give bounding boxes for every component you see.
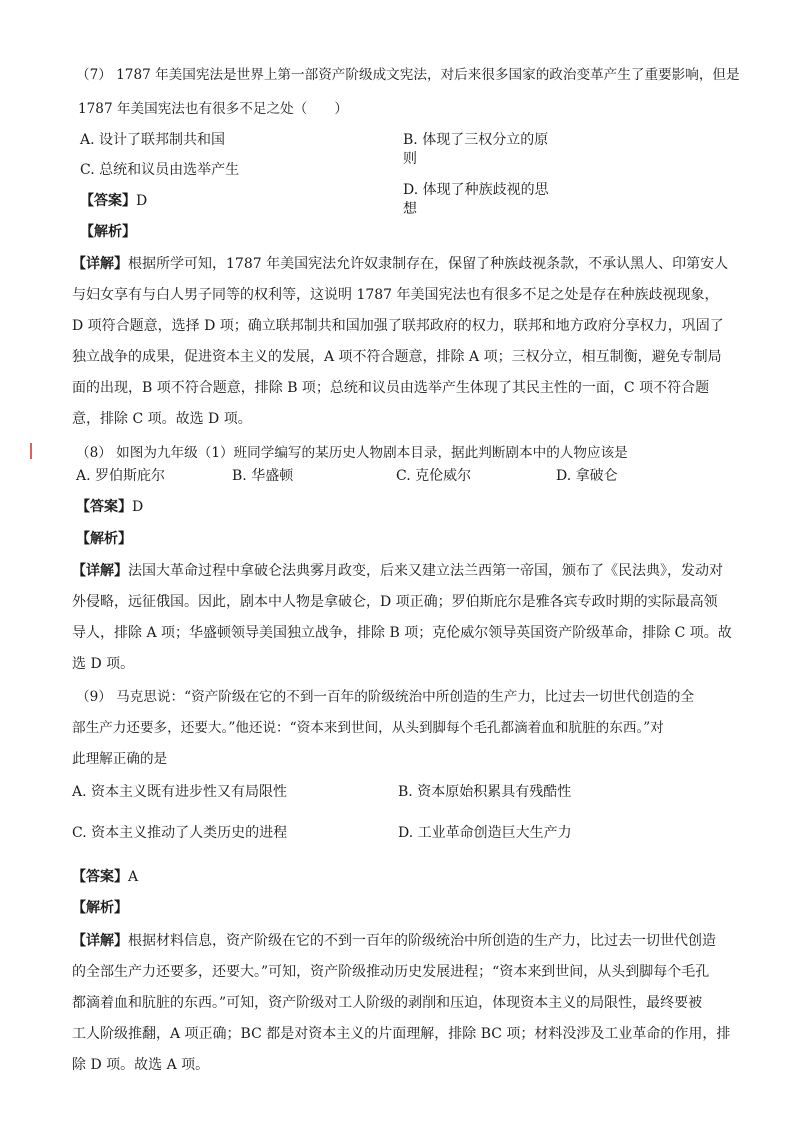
q7-option-c: C. 总统和议员由选举产生 (80, 162, 240, 178)
margin-marker (30, 443, 32, 459)
q7-detail-line6: 意，排除 C 项。故选 D 项。 (72, 411, 252, 427)
q7-stem-line2: 1787 年美国宪法也有很多不足之处（ ） (78, 101, 349, 117)
detail-label: 【详解】 (72, 563, 128, 579)
q7-option-d-line1: D. 体现了种族歧视的思 (403, 182, 549, 198)
q9-option-b: B. 资本原始积累具有残酷性 (398, 784, 572, 800)
q7-detail-line5: 面的出现，B 项不符合题意，排除 B 项；总统和议员由选举产生体现了其民主性的一面，C 项不符合题 (72, 380, 710, 396)
answer-label: 【答案】 (76, 499, 132, 515)
q9-answer (72, 867, 138, 887)
q9-option-d: D. 工业革命创造巨大生产力 (398, 825, 572, 841)
q7-option-b-line1: B. 体现了三权分立的原 (403, 132, 549, 148)
q8-option-b: B. 华盛顿 (232, 468, 294, 484)
q9-detail-line1 (72, 931, 716, 951)
q9-option-c: C. 资本主义推动了人类历史的进程 (72, 825, 288, 841)
q7-option-a: A. 设计了联邦制共和国 (80, 132, 226, 148)
detail-label: 【详解】 (72, 933, 128, 949)
q7-detail-line2: 与妇女享有与白人男子同等的权利等，这说明 1787 年美国宪法也有很多不足之处是存在种族歧视现象， (72, 287, 719, 303)
answer-value: D (132, 499, 144, 515)
q8-option-a: A. 罗伯斯庇尔 (76, 468, 166, 484)
answer-value: D (136, 193, 148, 209)
q9-option-a: A. 资本主义既有进步性又有局限性 (72, 784, 288, 800)
q8-detail-line1 (72, 561, 723, 581)
answer-value: A (128, 869, 139, 885)
q9-stem-line1: （9） 马克思说：“资产阶级在它的不到一百年的阶级统治中所创造的生产力，比过去一切世代创造的全 (76, 689, 695, 705)
q7-stem-line1: （7） 1787 年美国宪法是世界上第一部资产阶级成文宪法，对后来很多国家的政治变革产生了重要影响，但是 (76, 67, 740, 83)
detail-text: 法国大革命过程中拿破仑法典雾月政变，后来又建立法兰西第一帝国，颁布了《民法典》，发动对 (128, 563, 723, 579)
q9-detail-line4: 工人阶级推翻，A 项正确；BC 都是对资本主义的片面理解，排除 BC 项；材料没涉及工业革命的作用，排 (72, 1026, 731, 1042)
q7-detail-line3: D 项符合题意，选择 D 项；确立联邦制共和国加强了联邦政府的权力，联邦和地方政府分享权力，巩固了 (72, 318, 724, 334)
q7-answer (80, 191, 147, 211)
answer-label: 【答案】 (72, 869, 128, 885)
q8-detail-line2: 外侵略，远征俄国。因此，剧本中人物是拿破仑，D 项正确；罗伯斯庇尔是雅各宾专政时期的实际最高领 (72, 594, 718, 610)
q7-detail-line1 (72, 254, 728, 274)
q7-analysis-label: 【解析】 (80, 224, 136, 240)
q8-answer (76, 497, 143, 517)
detail-label: 【详解】 (72, 256, 128, 272)
q7-option-b-line2: 则 (403, 151, 417, 167)
q8-analysis-label: 【解析】 (76, 531, 132, 547)
q8-option-c: C. 克伦威尔 (396, 468, 472, 484)
detail-text: 根据材料信息，资产阶级在它的不到一百年的阶级统治中所创造的生产力，比过去一切世代创造 (128, 933, 716, 949)
q7-detail-line4: 独立战争的成果，促进资本主义的发展，A 项不符合题意，排除 A 项；三权分立，相互制衡，避免专制局 (72, 349, 722, 365)
q8-detail-line3: 导人，排除 A 项；华盛顿领导美国独立战争，排除 B 项；克伦威尔领导英国资产阶级革命，排除 C 项。故 (72, 625, 732, 641)
q9-stem-line2: 部生产力还要多，还要大。”他还说：“资本来到世间，从头到脚每个毛孔都滴着血和肮脏的东西。”对 (72, 720, 664, 736)
q8-option-d: D. 拿破仑 (556, 468, 618, 484)
q9-detail-line5: 除 D 项。故选 A 项。 (72, 1057, 210, 1073)
q9-detail-line2: 的全部生产力还要多，还要大。”可知，资产阶级推动历史发展进程；“资本来到世间，从头到脚每个毛孔 (72, 964, 710, 980)
q9-analysis-label: 【解析】 (72, 900, 128, 916)
answer-label: 【答案】 (80, 193, 136, 209)
q8-stem: （8） 如图为九年级（1）班同学编写的某历史人物剧本目录，据此判断剧本中的人物应该是 (76, 445, 628, 461)
q9-stem-line3: 此理解正确的是 (72, 751, 168, 767)
q7-option-d-line2: 想 (403, 201, 417, 217)
q8-detail-line4: 选 D 项。 (72, 656, 135, 672)
detail-text: 根据所学可知，1787 年美国宪法允许奴隶制存在，保留了种族歧视条款，不承认黑人、印第安人 (128, 256, 729, 272)
q9-detail-line3: 都滴着血和肮脏的东西。”可知，资产阶级对工人阶级的剥削和压迫，体现资本主义的局限性，最终要被 (72, 995, 703, 1011)
